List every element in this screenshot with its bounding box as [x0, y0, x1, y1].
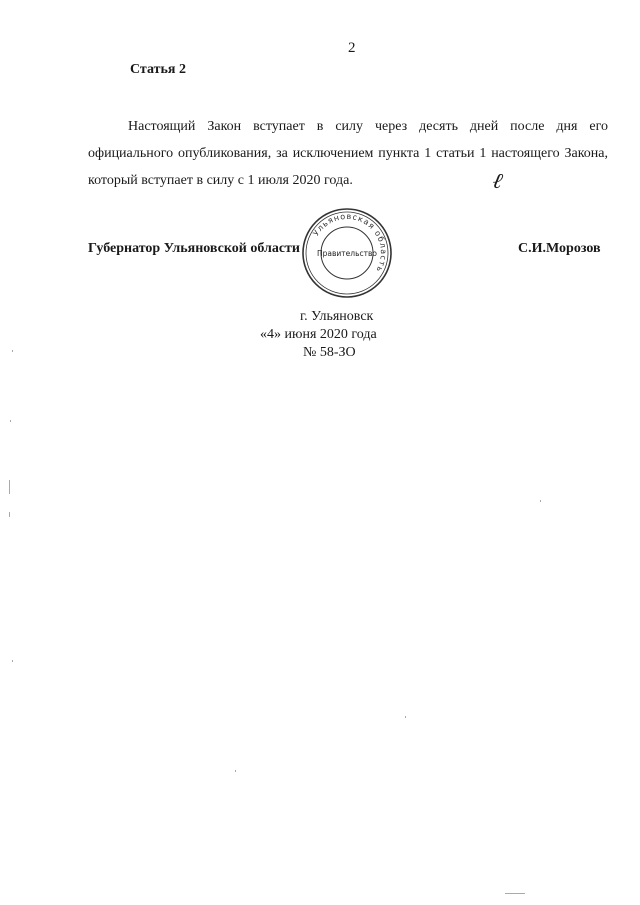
seal-center-text: Правительство — [317, 249, 377, 258]
page-number: 2 — [348, 40, 356, 56]
seal-ring-text: Ульяновская область — [311, 211, 389, 275]
governor-name: С.И.Морозов — [518, 241, 601, 256]
scan-speck — [12, 350, 13, 352]
governor-title: Губернатор Ульяновской области — [88, 241, 300, 256]
document-number: № 58-ЗО — [303, 345, 356, 360]
signing-date: «4» июня 2020 года — [260, 327, 377, 342]
scan-speck — [9, 512, 10, 517]
article-heading: Статья 2 — [130, 62, 186, 77]
scan-speck — [235, 770, 236, 772]
body-paragraph: Настоящий Закон вступает в силу через десять дней после дня его официального опубликования, за исключением пункта 1 статьи 1 настоящего Закона, который вступает в силу с 1 июля 2020 года. — [88, 119, 608, 188]
scan-speck — [540, 500, 541, 502]
scan-speck — [405, 716, 406, 718]
scan-speck — [12, 660, 13, 662]
city: г. Ульяновск — [300, 309, 374, 324]
handwritten-mark: ℓ — [490, 168, 505, 195]
scan-speck — [9, 480, 10, 494]
scan-speck — [10, 420, 11, 422]
scan-speck — [505, 893, 525, 894]
seal-graphic — [300, 206, 394, 300]
official-seal — [300, 206, 394, 300]
